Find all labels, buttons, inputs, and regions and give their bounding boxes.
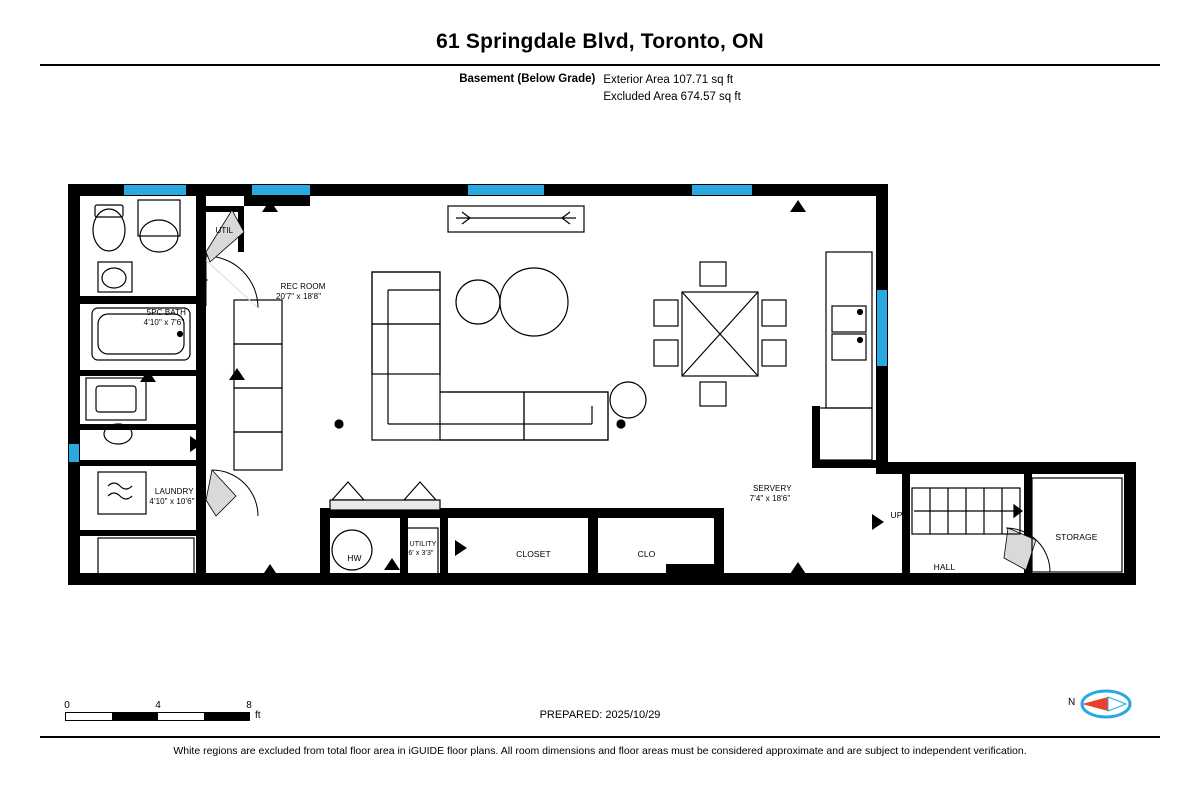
rec-room-furniture (335, 206, 646, 440)
room-label-closet: CLOSET (516, 549, 551, 559)
scale-tick-8: 8 (246, 700, 252, 711)
room-label-up: UP (890, 510, 903, 520)
footer-divider (40, 736, 1160, 738)
label-furnace: FN (417, 576, 430, 586)
scale-tick-0: 0 (64, 700, 70, 711)
room-label-rec-room: REC ROOM 20'7" x 18'8" (276, 282, 326, 301)
dining-set (654, 262, 786, 406)
room-label-clo: CLO (637, 549, 656, 559)
room-label-util: UTIL (215, 226, 234, 235)
room-label-servery: SERVERY 7'4" x 18'6" (749, 484, 792, 503)
room-label-hall: HALL (933, 562, 956, 572)
prepared-date: PREPARED: 2025/10/29 (539, 709, 661, 721)
level-label: Basement (Below Grade) (459, 73, 596, 85)
room-label-5pc-bath: 5PC BATH 4'10" x 7'6" (143, 308, 186, 327)
servery-fixtures (818, 252, 872, 460)
room-label-storage: STORAGE (1055, 532, 1098, 542)
staircase (912, 488, 1022, 534)
scale-unit: ft (255, 710, 261, 721)
label-hot-water-tank: HW (347, 553, 362, 563)
scale-tick-4: 4 (155, 700, 161, 711)
room-label-laundry: LAUNDRY 4'10" x 10'6" (149, 487, 195, 506)
shelving-units (234, 300, 282, 470)
page-title: 61 Springdale Blvd, Toronto, ON (436, 30, 764, 53)
compass-north-label: N (1068, 697, 1076, 708)
exterior-area: Exterior Area 107.71 sq ft (603, 74, 734, 86)
excluded-area: Excluded Area 674.57 sq ft (603, 91, 741, 103)
room-label-utility: UTILITY 6' x 3'3" (408, 541, 437, 557)
bathroom-fixtures (86, 200, 194, 574)
disclaimer-text: White regions are excluded from total floor area in iGUIDE floor plans. All room dimensions and floor areas must be considered approximate and are subject to independent verification. (173, 745, 1027, 757)
